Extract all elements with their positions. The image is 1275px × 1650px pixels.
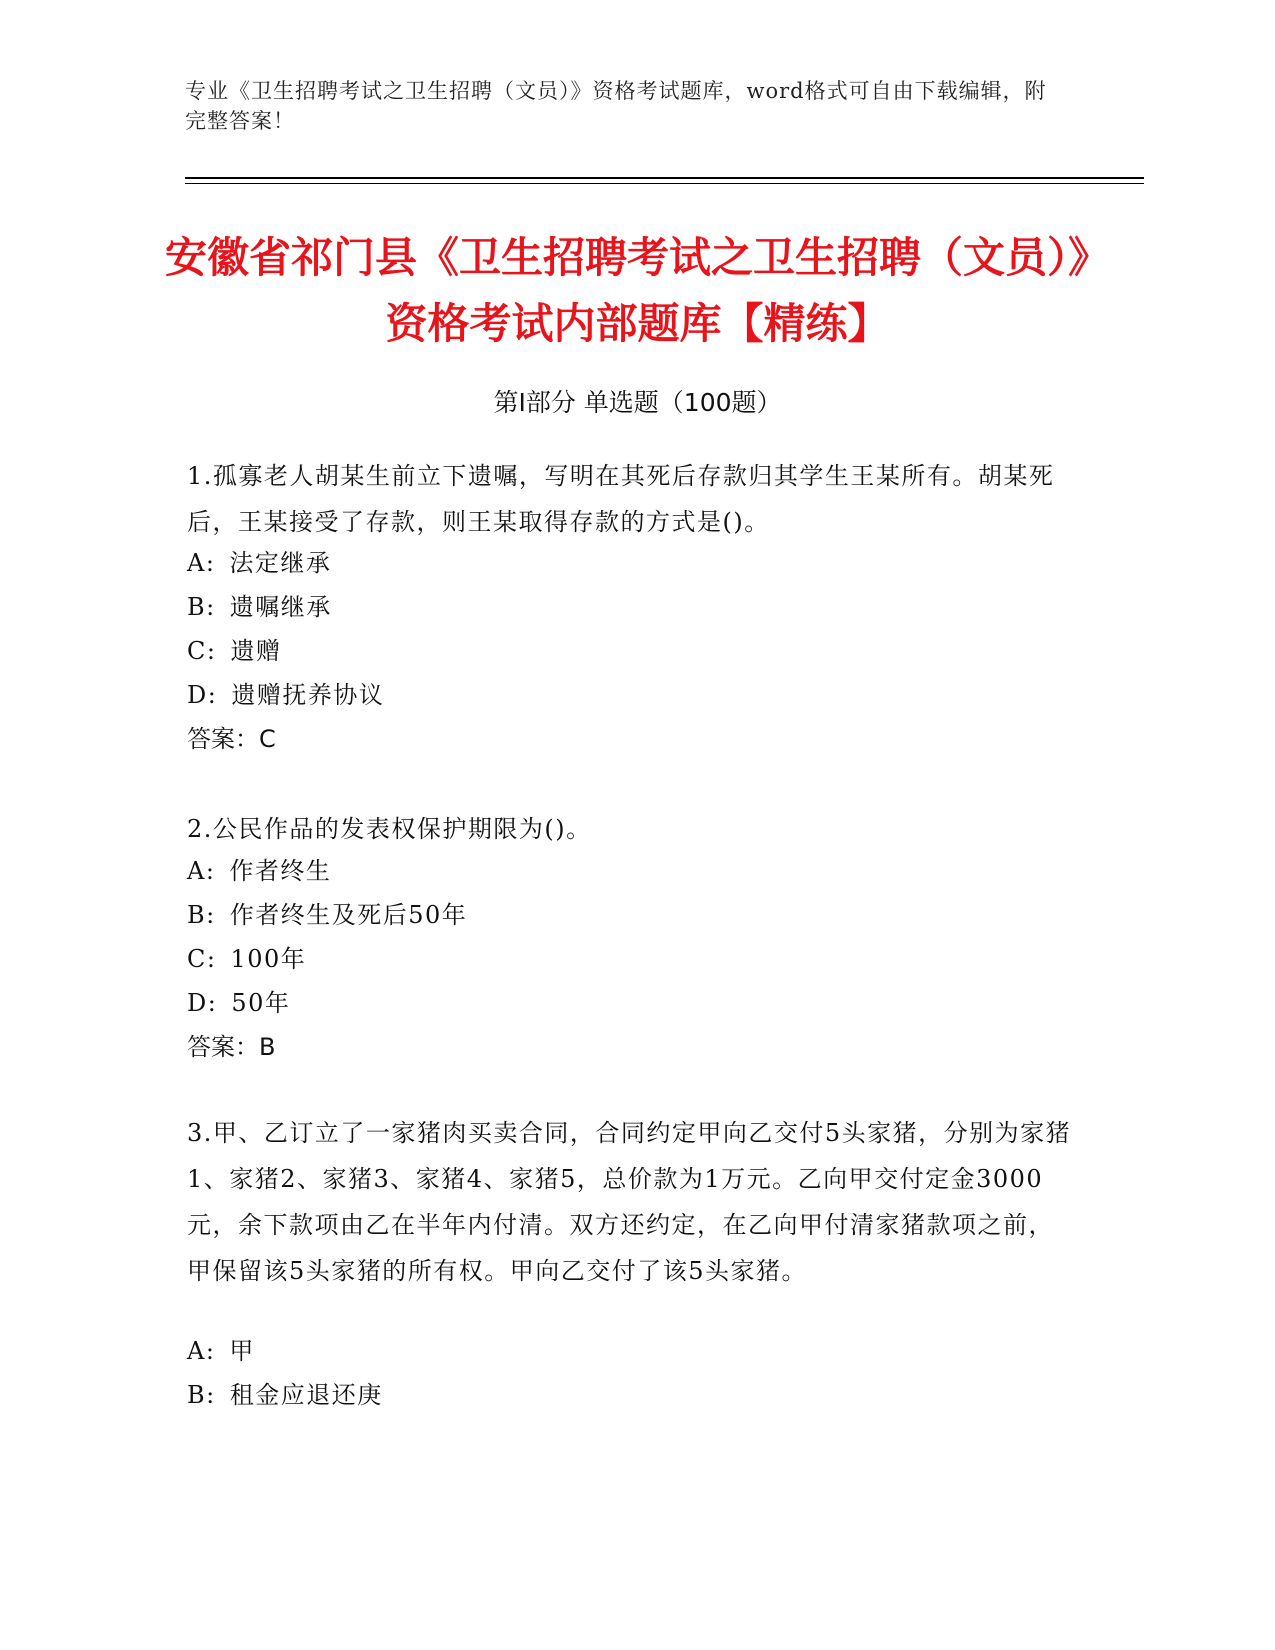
question-3-option-a: A: 甲	[187, 1337, 255, 1365]
question-1-option-a: A: 法定继承	[187, 549, 332, 577]
header-rule-thin	[185, 183, 1144, 184]
question-1-option-d: D: 遗赠抚养协议	[187, 681, 385, 709]
question-1-option-c: C: 遗赠	[187, 637, 282, 665]
question-2-stem: 2.公民作品的发表权保护期限为()。	[187, 815, 592, 843]
section-title: 第I部分 单选题（100题）	[493, 388, 782, 417]
question-1-stem: 1.孤寡老人胡某生前立下遗嘱，写明在其死后存款归其学生王某所有。胡某死后，王某接受了存款，则王某取得存款的方式是()。	[187, 462, 1055, 536]
question-2-answer: 答案：B	[187, 1033, 276, 1061]
header-note: 专业《卫生招聘考试之卫生招聘（文员）》资格考试题库，word格式可自由下载编辑，附完整答案！	[185, 79, 1047, 133]
question-3-option-b: B: 租金应退还庚	[187, 1381, 383, 1409]
header-rule-thick	[185, 177, 1144, 179]
question-2-option-b: B: 作者终生及死后50年	[187, 901, 468, 929]
document-title: 安徽省祁门县《卫生招聘考试之卫生招聘（文员）》资格考试内部题库【精练】	[164, 233, 1110, 348]
question-2-option-c: C: 100年	[187, 945, 307, 973]
question-2-option-a: A: 作者终生	[187, 857, 332, 885]
question-3-stem: 3.甲、乙订立了一家猪肉买卖合同，合同约定甲向乙交付5头家猪，分别为家猪1、家猪2、家猪3、家猪4、家猪5，总价款为1万元。乙向甲交付定金3000元，余下款项由乙在半年内付清。双方还约定，在乙向甲付清家猪款项之前，甲保留该5头家猪的所有权。甲向乙交付了该5头家猪。	[187, 1119, 1072, 1285]
question-1-option-b: B: 遗嘱继承	[187, 593, 332, 621]
question-2-option-d: D: 50年	[187, 989, 291, 1017]
question-1-answer: 答案：C	[187, 725, 276, 753]
